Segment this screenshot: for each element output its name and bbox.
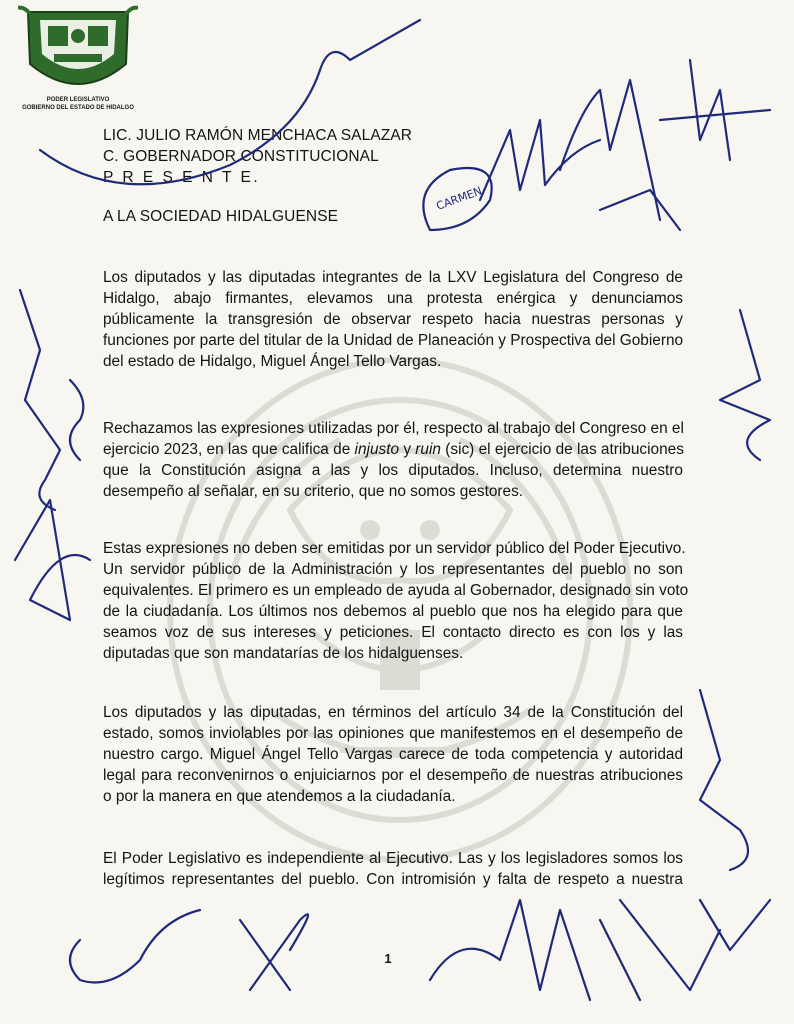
text-line: Hidalgo, abajo firmantes, elevamos una protesta enérgica y denunciamos: [103, 290, 683, 307]
addressee-name: LIC. JULIO RAMÓN MENCHACA SALAZAR: [103, 127, 413, 144]
text-line: de la ciudadanía. Los últimos nos debemos al pueblo que nos ha elegido para que: [103, 603, 683, 620]
signature-stroke: [430, 900, 590, 1000]
paragraph-4: [103, 702, 683, 807]
congress-emblem-logo: [18, 4, 138, 104]
addressee-title: C. GOBERNADOR CONSTITUCIONAL: [103, 148, 379, 165]
emphasis-ruin: ruin: [415, 441, 441, 458]
text-line: Rechazamos las expresiones utilizadas por él, respecto al trabajo del Congreso en el: [103, 420, 684, 437]
text-line: del estado de Hidalgo, Miguel Ángel Tello Vargas.: [103, 353, 442, 370]
text-segment: y: [399, 441, 416, 458]
text-line: Los diputados y las diputadas, en términos del artículo 34 de la Constitución del: [103, 704, 683, 721]
signature-stroke: [700, 690, 748, 870]
signature-stroke: [480, 120, 600, 200]
text-segment: ejercicio 2023, en las que califica de: [103, 441, 355, 458]
signature-stroke: [700, 900, 770, 950]
text-line-with-emphasis: [103, 439, 683, 460]
signature-stroke: [20, 290, 60, 510]
text-line: equivalentes. El primero es un empleado de ayuda al Gobernador, designado sin voto: [103, 582, 689, 599]
text-line: funciones por parte del titular de la Unidad de Planeación y Prospectiva del Gobierno: [103, 332, 684, 349]
text-line: nuestro cargo. Miguel Ángel Tello Vargas carece de toda competencia y autoridad: [103, 746, 683, 763]
paragraph-5: [103, 848, 683, 890]
page-number: 1: [384, 951, 392, 966]
text-line: o por la manera en que atendemos a la ciudadanía.: [103, 788, 456, 805]
text-line: Los diputados y las diputadas integrantes de la LXV Legislatura del Congreso de: [103, 269, 683, 286]
text-line: Estas expresiones no deben ser emitidas por un servidor público del Poder Ejecutivo.: [103, 540, 686, 557]
addressee-presente: P R E S E N T E.: [103, 169, 261, 186]
signature-stroke: [720, 310, 770, 460]
text-line: legítimos representantes del pueblo. Con intromisión y falta de respeto a nuestra: [103, 871, 683, 888]
paragraph-2: [103, 418, 683, 502]
text-line: desempeño al señalar, en su criterio, que no somos gestores.: [103, 483, 524, 500]
emphasis-injusto: injusto: [354, 441, 400, 458]
signature-stroke: [600, 900, 720, 1000]
text-line: que la Constitución asigna a las y los diputados. Incluso, determina nuestro: [103, 462, 683, 479]
signature-stroke: [15, 500, 90, 620]
text-line: seamos voz de sus intereses y peticiones. El contacto directo es con los y las: [103, 624, 683, 641]
signature-carmen-label: CARMEN: [434, 184, 484, 213]
text-line: públicamente la transgresión de observar respeto hacia nuestras personas y: [103, 311, 683, 328]
text-segment: (sic) el ejercicio de las atribuciones: [440, 441, 684, 458]
text-line: Un servidor público de la Administración y los representantes del pueblo no son: [103, 561, 683, 578]
signature-stroke: [70, 380, 83, 460]
signature-stroke: [660, 60, 770, 160]
signature-stroke: [423, 168, 491, 230]
society-salutation: A LA SOCIEDAD HIDALGUENSE: [103, 208, 339, 225]
text-line: diputadas que son mandatarías de los hidalguenses.: [103, 645, 464, 662]
paragraph-3: [103, 538, 689, 664]
signature-stroke: [240, 914, 308, 990]
paragraph-1: [103, 267, 683, 372]
text-line: El Poder Legislativo es independiente al Ejecutivo. Las y los legisladores somos los: [103, 850, 683, 867]
text-line: estado, somos inviolables por las opiniones que manifestemos en el desempeño de: [103, 725, 683, 742]
emblem-caption-line1: PODER LEGISLATIVO: [46, 97, 110, 103]
signature-stroke: [560, 80, 660, 220]
emblem-caption-line2: GOBIERNO DEL ESTADO DE HIDALGO: [22, 105, 134, 111]
signature-stroke: [600, 190, 680, 230]
text-line: legal para reconvenirnos o enjuiciarnos por el desempeño de nuestras atribuciones: [103, 767, 683, 784]
signature-stroke: [70, 910, 200, 983]
